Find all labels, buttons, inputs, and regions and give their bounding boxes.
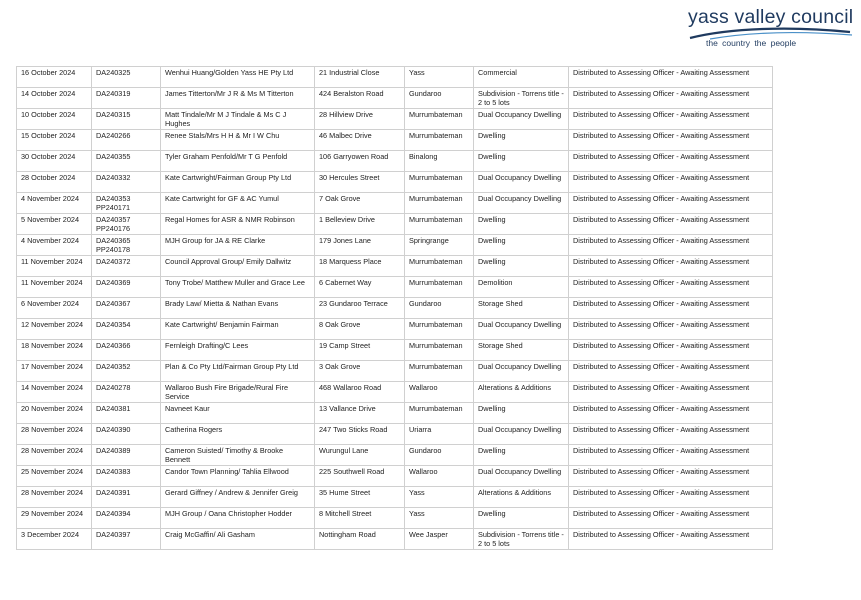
table-row	[17, 256, 773, 277]
development-type-cell: Dwelling	[474, 403, 569, 424]
date-cell: 16 October 2024	[17, 67, 92, 88]
address-cell: 7 Oak Grove	[315, 193, 405, 214]
da-number-cell: DA240390	[92, 424, 161, 445]
table-row	[17, 403, 773, 424]
development-type-cell: Dwelling	[474, 214, 569, 235]
date-cell: 14 November 2024	[17, 382, 92, 403]
address-cell: 18 Marquess Place	[315, 256, 405, 277]
applicant-cell: Gerard Giffney / Andrew & Jennifer Greig	[161, 487, 315, 508]
da-number-cell: DA240332	[92, 172, 161, 193]
table-row	[17, 340, 773, 361]
applicant-cell: Wallaroo Bush Fire Brigade/Rural Fire Service	[161, 382, 315, 403]
applicant-cell: Kate Cartwright for GF & AC Yumul	[161, 193, 315, 214]
table-row	[17, 109, 773, 130]
da-number-cell: DA240372	[92, 256, 161, 277]
address-cell: Wurungul Lane	[315, 445, 405, 466]
address-cell: 46 Malbec Drive	[315, 130, 405, 151]
da-number-cell: DA240315	[92, 109, 161, 130]
date-cell: 28 November 2024	[17, 445, 92, 466]
table-body	[17, 67, 773, 550]
status-cell: Distributed to Assessing Officer - Awaiting Assessment	[569, 445, 773, 466]
development-type-cell: Dwelling	[474, 445, 569, 466]
address-cell: 23 Gundaroo Terrace	[315, 298, 405, 319]
locality-cell: Wallaroo	[405, 466, 474, 487]
status-cell: Distributed to Assessing Officer - Awaiting Assessment	[569, 508, 773, 529]
table-row	[17, 130, 773, 151]
da-number-cell: DA240354	[92, 319, 161, 340]
applicant-cell: Kate Cartwright/ Benjamin Fairman	[161, 319, 315, 340]
applicant-cell: Craig McGaffin/ Ali Gasham	[161, 529, 315, 550]
locality-cell: Springrange	[405, 235, 474, 256]
development-type-cell: Dual Occupancy Dwelling	[474, 424, 569, 445]
table-row	[17, 529, 773, 550]
applicant-cell: Tony Trobe/ Matthew Muller and Grace Lee	[161, 277, 315, 298]
applicant-cell: Kate Cartwright/Fairman Group Pty Ltd	[161, 172, 315, 193]
table-row	[17, 67, 773, 88]
table-row	[17, 382, 773, 403]
address-cell: 21 Industrial Close	[315, 67, 405, 88]
status-cell: Distributed to Assessing Officer - Awaiting Assessment	[569, 382, 773, 403]
applicant-cell: James Titterton/Mr J R & Ms M Titterton	[161, 88, 315, 109]
applicant-cell: Wenhui Huang/Golden Yass HE Pty Ltd	[161, 67, 315, 88]
date-cell: 12 November 2024	[17, 319, 92, 340]
address-cell: 247 Two Sticks Road	[315, 424, 405, 445]
da-number-cell: DA240367	[92, 298, 161, 319]
development-type-cell: Subdivision - Torrens title - 2 to 5 lots	[474, 88, 569, 109]
development-type-cell: Dwelling	[474, 151, 569, 172]
locality-cell: Murrumbateman	[405, 403, 474, 424]
council-logo	[680, 6, 856, 52]
address-cell: 8 Oak Grove	[315, 319, 405, 340]
locality-cell: Yass	[405, 67, 474, 88]
status-cell: Distributed to Assessing Officer - Awaiting Assessment	[569, 256, 773, 277]
da-number-cell: DA240319	[92, 88, 161, 109]
table-row	[17, 172, 773, 193]
date-cell: 28 November 2024	[17, 487, 92, 508]
development-applications-table	[16, 66, 773, 550]
development-type-cell: Dwelling	[474, 130, 569, 151]
development-type-cell: Dual Occupancy Dwelling	[474, 361, 569, 382]
date-cell: 18 November 2024	[17, 340, 92, 361]
status-cell: Distributed to Assessing Officer - Awaiting Assessment	[569, 361, 773, 382]
locality-cell: Binalong	[405, 151, 474, 172]
date-cell: 5 November 2024	[17, 214, 92, 235]
table-row	[17, 487, 773, 508]
status-cell: Distributed to Assessing Officer - Awaiting Assessment	[569, 235, 773, 256]
applicant-cell: Regal Homes for ASR & NMR Robinson	[161, 214, 315, 235]
date-cell: 3 December 2024	[17, 529, 92, 550]
applicant-cell: Catherina Rogers	[161, 424, 315, 445]
status-cell: Distributed to Assessing Officer - Awaiting Assessment	[569, 340, 773, 361]
status-cell: Distributed to Assessing Officer - Awaiting Assessment	[569, 529, 773, 550]
da-number-cell: DA240397	[92, 529, 161, 550]
locality-cell: Murrumbateman	[405, 361, 474, 382]
logo-tagline: the country the people	[706, 38, 797, 48]
status-cell: Distributed to Assessing Officer - Awaiting Assessment	[569, 319, 773, 340]
locality-cell: Murrumbateman	[405, 256, 474, 277]
status-cell: Distributed to Assessing Officer - Awaiting Assessment	[569, 88, 773, 109]
address-cell: 35 Hume Street	[315, 487, 405, 508]
table-row	[17, 88, 773, 109]
development-type-cell: Alterations & Additions	[474, 487, 569, 508]
date-cell: 30 October 2024	[17, 151, 92, 172]
applicant-cell: Plan & Co Pty Ltd/Fairman Group Pty Ltd	[161, 361, 315, 382]
development-type-cell: Dual Occupancy Dwelling	[474, 466, 569, 487]
development-type-cell: Dual Occupancy Dwelling	[474, 193, 569, 214]
da-number-cell: DA240383	[92, 466, 161, 487]
locality-cell: Yass	[405, 508, 474, 529]
status-cell: Distributed to Assessing Officer - Awaiting Assessment	[569, 67, 773, 88]
status-cell: Distributed to Assessing Officer - Awaiting Assessment	[569, 487, 773, 508]
address-cell: 3 Oak Grove	[315, 361, 405, 382]
locality-cell: Gundaroo	[405, 445, 474, 466]
development-type-cell: Dwelling	[474, 508, 569, 529]
development-type-cell: Demolition	[474, 277, 569, 298]
date-cell: 14 October 2024	[17, 88, 92, 109]
locality-cell: Murrumbateman	[405, 340, 474, 361]
locality-cell: Wee Jasper	[405, 529, 474, 550]
da-number-cell: DA240278	[92, 382, 161, 403]
address-cell: 179 Jones Lane	[315, 235, 405, 256]
date-cell: 11 November 2024	[17, 256, 92, 277]
development-type-cell: Commercial	[474, 67, 569, 88]
locality-cell: Murrumbateman	[405, 109, 474, 130]
logo-title: yass valley council	[688, 6, 854, 28]
applicant-cell: Brady Law/ Mietta & Nathan Evans	[161, 298, 315, 319]
table-row	[17, 277, 773, 298]
date-cell: 15 October 2024	[17, 130, 92, 151]
status-cell: Distributed to Assessing Officer - Awaiting Assessment	[569, 109, 773, 130]
date-cell: 20 November 2024	[17, 403, 92, 424]
table-row	[17, 361, 773, 382]
status-cell: Distributed to Assessing Officer - Awaiting Assessment	[569, 298, 773, 319]
development-type-cell: Storage Shed	[474, 340, 569, 361]
da-number-cell: DA240266	[92, 130, 161, 151]
address-cell: Nottingham Road	[315, 529, 405, 550]
locality-cell: Yass	[405, 487, 474, 508]
table-row	[17, 298, 773, 319]
status-cell: Distributed to Assessing Officer - Awaiting Assessment	[569, 214, 773, 235]
da-number-cell: DA240369	[92, 277, 161, 298]
address-cell: 30 Hercules Street	[315, 172, 405, 193]
development-type-cell: Dual Occupancy Dwelling	[474, 319, 569, 340]
development-type-cell: Storage Shed	[474, 298, 569, 319]
address-cell: 28 Hillview Drive	[315, 109, 405, 130]
da-number-cell: DA240357 PP240176	[92, 214, 161, 235]
table-row	[17, 235, 773, 256]
table-row	[17, 214, 773, 235]
development-type-cell: Subdivision - Torrens title - 2 to 5 lots	[474, 529, 569, 550]
development-type-cell: Dwelling	[474, 235, 569, 256]
date-cell: 11 November 2024	[17, 277, 92, 298]
da-number-cell: DA240366	[92, 340, 161, 361]
table-row	[17, 424, 773, 445]
locality-cell: Uriarra	[405, 424, 474, 445]
applicant-cell: Cameron Suisted/ Timothy & Brooke Bennett	[161, 445, 315, 466]
locality-cell: Murrumbateman	[405, 172, 474, 193]
date-cell: 28 November 2024	[17, 424, 92, 445]
address-cell: 13 Vallance Drive	[315, 403, 405, 424]
address-cell: 19 Camp Street	[315, 340, 405, 361]
table-row	[17, 151, 773, 172]
address-cell: 1 Belleview Drive	[315, 214, 405, 235]
development-type-cell: Dual Occupancy Dwelling	[474, 172, 569, 193]
table-row	[17, 508, 773, 529]
address-cell: 8 Mitchell Street	[315, 508, 405, 529]
status-cell: Distributed to Assessing Officer - Awaiting Assessment	[569, 277, 773, 298]
applicant-cell: Matt Tindale/Mr M J Tindale & Ms C J Hughes	[161, 109, 315, 130]
applicant-cell: Candor Town Planning/ Tahlia Ellwood	[161, 466, 315, 487]
date-cell: 6 November 2024	[17, 298, 92, 319]
status-cell: Distributed to Assessing Officer - Awaiting Assessment	[569, 151, 773, 172]
table-row	[17, 466, 773, 487]
applicant-cell: MJH Group for JA & RE Clarke	[161, 235, 315, 256]
locality-cell: Murrumbateman	[405, 277, 474, 298]
locality-cell: Murrumbateman	[405, 193, 474, 214]
table-row	[17, 445, 773, 466]
applicant-cell: Navneet Kaur	[161, 403, 315, 424]
da-number-cell: DA240391	[92, 487, 161, 508]
da-number-cell: DA240353 PP240171	[92, 193, 161, 214]
da-number-cell: DA240394	[92, 508, 161, 529]
development-type-cell: Dual Occupancy Dwelling	[474, 109, 569, 130]
table-row	[17, 319, 773, 340]
address-cell: 106 Garryowen Road	[315, 151, 405, 172]
table-row	[17, 193, 773, 214]
da-number-cell: DA240325	[92, 67, 161, 88]
applicant-cell: Council Approval Group/ Emily Dallwitz	[161, 256, 315, 277]
address-cell: 225 Southwell Road	[315, 466, 405, 487]
status-cell: Distributed to Assessing Officer - Awaiting Assessment	[569, 130, 773, 151]
da-number-cell: DA240355	[92, 151, 161, 172]
applicant-cell: Fernleigh Drafting/C Lees	[161, 340, 315, 361]
status-cell: Distributed to Assessing Officer - Awaiting Assessment	[569, 172, 773, 193]
development-type-cell: Dwelling	[474, 256, 569, 277]
locality-cell: Murrumbateman	[405, 214, 474, 235]
date-cell: 29 November 2024	[17, 508, 92, 529]
locality-cell: Gundaroo	[405, 298, 474, 319]
da-number-cell: DA240389	[92, 445, 161, 466]
applicant-cell: Tyler Graham Penfold/Mr T G Penfold	[161, 151, 315, 172]
date-cell: 17 November 2024	[17, 361, 92, 382]
address-cell: 468 Wallaroo Road	[315, 382, 405, 403]
status-cell: Distributed to Assessing Officer - Awaiting Assessment	[569, 466, 773, 487]
date-cell: 4 November 2024	[17, 235, 92, 256]
da-number-cell: DA240381	[92, 403, 161, 424]
da-number-cell: DA240365 PP240178	[92, 235, 161, 256]
locality-cell: Gundaroo	[405, 88, 474, 109]
locality-cell: Wallaroo	[405, 382, 474, 403]
da-number-cell: DA240352	[92, 361, 161, 382]
address-cell: 424 Beralston Road	[315, 88, 405, 109]
locality-cell: Murrumbateman	[405, 130, 474, 151]
development-type-cell: Alterations & Additions	[474, 382, 569, 403]
date-cell: 10 October 2024	[17, 109, 92, 130]
applicant-cell: Renee Stals/Mrs H H & Mr I W Chu	[161, 130, 315, 151]
date-cell: 28 October 2024	[17, 172, 92, 193]
status-cell: Distributed to Assessing Officer - Awaiting Assessment	[569, 403, 773, 424]
status-cell: Distributed to Assessing Officer - Awaiting Assessment	[569, 193, 773, 214]
status-cell: Distributed to Assessing Officer - Awaiting Assessment	[569, 424, 773, 445]
applicant-cell: MJH Group / Oana Christopher Hodder	[161, 508, 315, 529]
date-cell: 25 November 2024	[17, 466, 92, 487]
address-cell: 6 Cabernet Way	[315, 277, 405, 298]
locality-cell: Murrumbateman	[405, 319, 474, 340]
date-cell: 4 November 2024	[17, 193, 92, 214]
